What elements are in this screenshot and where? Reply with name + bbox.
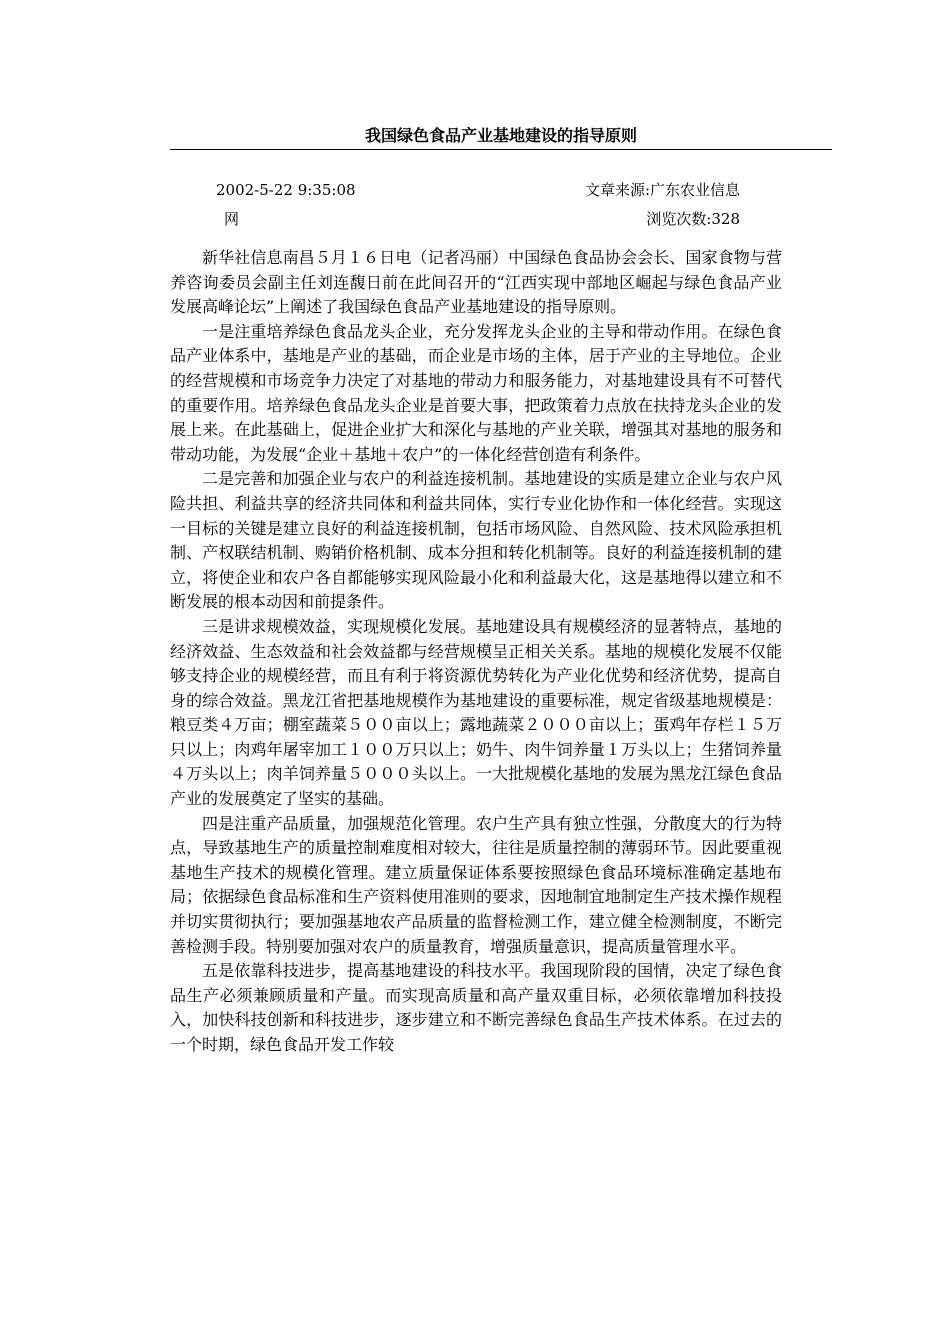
paragraph-principle-5: 五是依靠科技进步，提高基地建设的科技水平。我国现阶段的国情，决定了绿色食品生产必须兼顾质量和产量。而实现高质量和高产量双重目标，必须依靠增加科技投入，加快科技创新和科技进步，逐步建立和不断完善绿色食品生产技术体系。在过去的一个时期，绿色食品开发工作较	[170, 961, 782, 1054]
article-source: 文章来源:广东农业信息	[584, 181, 740, 199]
paragraph-principle-1: 一是注重培养绿色食品龙头企业，充分发挥龙头企业的主导和带动作用。在绿色食品产业体系中，基地是产业的基础，而企业是市场的主体，居于产业的主导地位。企业的经营规模和市场竞争力决定了对基地的带动力和服务能力，对基地建设具有不可替代的重要作用。培养绿色食品龙头企业是首要大事，把政策着力点放在扶持龙头企业的发展上来。在此基础上，促进企业扩大和深化与基地的产业关联，增强其对基地的服务和带动功能，为发展“企业＋基地＋农户”的一体化经营创造有利条件。	[170, 321, 782, 464]
paragraph-intro: 新华社信息南昌５月１６日电（记者冯丽）中国绿色食品协会会长、国家食物与营养咨询委员会副主任刘连馥日前在此间召开的“江西实现中部地区崛起与绿色食品产业发展高峰论坛”上阐述了我国绿色食品产业基地建设的指导原则。	[170, 248, 782, 317]
paragraph-principle-3: 三是讲求规模效益，实现规模化发展。基地建设具有规模经济的显著特点，基地的经济效益、生态效益和社会效益都与经营规模呈正相关关系。基地的规模化发展不仅能够支持企业的规模经营，而且有利于将资源优势转化为产业化优势和经济优势，提高自身的综合效益。黑龙江省把基地规模作为基地建设的重要标准，规定省级基地规模是：粮豆类４万亩；棚室蔬菜５００亩以上；露地蔬菜２０００亩以上；蛋鸡年存栏１５万只以上；肉鸡年屠宰加工１００万只以上；奶牛、肉牛饲养量１万头以上；生猪饲养量４万头以上；肉羊饲养量５０００头以上。一大批规模化基地的发展为黑龙江绿色食品产业的发展奠定了坚实的基础。	[170, 616, 782, 809]
article-views: 浏览次数:328	[646, 210, 740, 228]
article-date-block	[216, 176, 476, 234]
article-source-block	[530, 176, 740, 234]
article-date-suffix: 网	[224, 210, 240, 228]
article-title: 我国绿色食品产业基地建设的指导原则	[364, 126, 637, 145]
paragraph-principle-2: 二是完善和加强企业与农户的利益连接机制。基地建设的实质是建立企业与农户风险共担、利益共享的经济共同体和利益共同体，实行专业化协作和一体化经营。实现这一目标的关键是建立良好的利益连接机制，包括市场风险、自然风险、技术风险承担机制、产权联结机制、购销价格机制、成本分担和转化机制等。良好的利益连接机制的建立，将使企业和农户各自都能够实现风险最小化和利益最大化，这是基地得以建立和不断发展的根本动因和前提条件。	[170, 469, 782, 612]
article-date: 2002-5-22 9:35:08	[216, 181, 356, 199]
title-divider	[170, 149, 832, 150]
article-body	[170, 246, 782, 1058]
paragraph-principle-4: 四是注重产品质量，加强规范化管理。农户生产具有独立性强，分散度大的行为特点，导致基地生产的质量控制难度相对较大，往往是质量控制的薄弱环节。因此要重视基地生产技术的规模化管理。建立质量保证体系要按照绿色食品环境标准确定基地布局；依据绿色食品标准和生产资料使用准则的要求，因地制宜地制定生产技术操作规程并切实贯彻执行；要加强基地农产品质量的监督检测工作，建立健全检测制度，不断完善检测手段。特别要加强对农户的质量教育，增强质量意识，提高质量管理水平。	[170, 813, 782, 956]
